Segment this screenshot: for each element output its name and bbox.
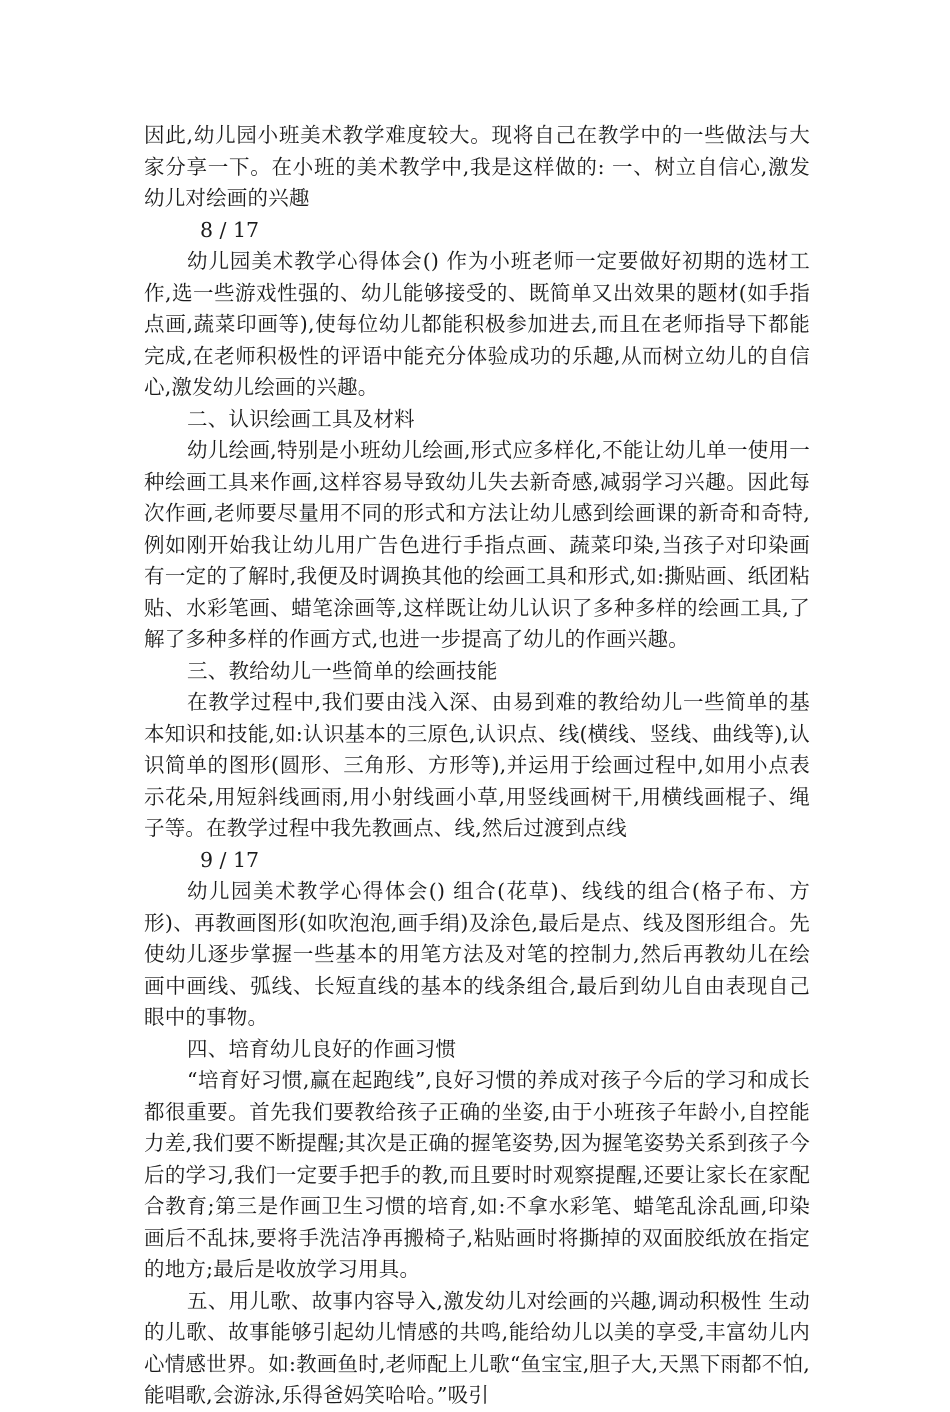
paragraph: 在教学过程中,我们要由浅入深、由易到难的教给幼儿一些简单的基本知识和技能,如:认识基本的三原色,认识点、线(横线、竖线、曲线等),认识简单的图形(圆形、三角形、方形等),并运用于绘画过程中,如用小点表示花朵,用短斜线画雨,用小射线画小草,用竖线画树干,用横线画棍子、绳子等。在教学过程中我先教画点、线,然后过渡到点线 xyxy=(144,690,810,840)
paragraph: 五、用儿歌、故事内容导入,激发幼儿对绘画的兴趣,调动积极性 生动的儿歌、故事能够引起幼儿情感的共鸣,能给幼儿以美的享受,丰富幼儿内心情感世界。如:教画鱼时,老师配上儿歌“鱼宝宝,胆子大,天黑下雨都不怕,能唱歌,会游泳,乐得爸妈笑哈哈。”吸引 xyxy=(144,1288,810,1407)
paragraph: 幼儿绘画,特别是小班幼儿绘画,形式应多样化,不能让幼儿单一使用一种绘画工具来作画,这样容易导致幼儿失去新奇感,减弱学习兴趣。因此每次作画,老师要尽量用不同的形式和方法让幼儿感到绘画课的新奇和奇特,例如刚开始我让幼儿用广告色进行手指点画、蔬菜印染,当孩子对印染画有一定的了解时,我便及时调换其他的绘画工具和形式,如:撕贴画、纸团粘贴、水彩笔画、蜡笔涂画等,这样既让幼儿认识了多种多样的绘画工具,了解了多种多样的作画方式,也进一步提高了幼儿的作画兴趣。 xyxy=(144,438,810,651)
paragraph: 幼儿园美术教学心得体会() 组合(花草)、线线的组合(格子布、方形)、再教画图形(如吹泡泡,画手绢)及涂色,最后是点、线及图形组合。先使幼儿逐步掌握一些基本的用笔方法及对笔的控制力,然后再教幼儿在绘画中画线、弧线、长短直线的基本的线条组合,最后到幼儿自由表现自己眼中的事物。 xyxy=(144,879,810,1029)
paragraph: “培育好习惯,赢在起跑线”,良好习惯的养成对孩子今后的学习和成长都很重要。首先我们要教给孩子正确的坐姿,由于小班孩子年龄小,自控能力差,我们要不断提醒;其次是正确的握笔姿势,因为握笔姿势关系到孩子今后的学习,我们一定要手把手的教,而且要时时观察提醒,还要让家长在家配合教育;第三是作画卫生习惯的培育,如:不拿水彩笔、蜡笔乱涂乱画,印染画后不乱抹,要将手洗洁净再搬椅子,粘贴画时将撕掉的双面胶纸放在指定的地方;最后是收放学习用具。 xyxy=(144,1068,810,1281)
document-page xyxy=(144,120,810,1412)
paragraph: 幼儿园美术教学心得体会() 作为小班老师一定要做好初期的选材工作,选一些游戏性强的、幼儿能够接受的、既简单又出效果的题材(如手指点画,蔬菜印画等),使每位幼儿都能积极参加进去,而且在老师指导下都能完成,在老师积极性的评语中能充分体验成功的乐趣,从而树立幼儿的自信心,激发幼儿绘画的兴趣。 xyxy=(144,249,810,399)
page-number: 8 / 17 xyxy=(200,217,260,242)
paragraph: 因此,幼儿园小班美术教学难度较大。现将自己在教学中的一些做法与大家分享一下。在小班的美术教学中,我是这样做的: 一、树立自信心,激发幼儿对绘画的兴趣 xyxy=(144,123,810,210)
section-heading: 二、认识绘画工具及材料 xyxy=(187,406,415,431)
section-heading: 四、培育幼儿良好的作画习惯 xyxy=(187,1036,457,1061)
page-number: 9 / 17 xyxy=(200,847,260,872)
section-heading: 三、教给幼儿一些简单的绘画技能 xyxy=(187,658,498,683)
